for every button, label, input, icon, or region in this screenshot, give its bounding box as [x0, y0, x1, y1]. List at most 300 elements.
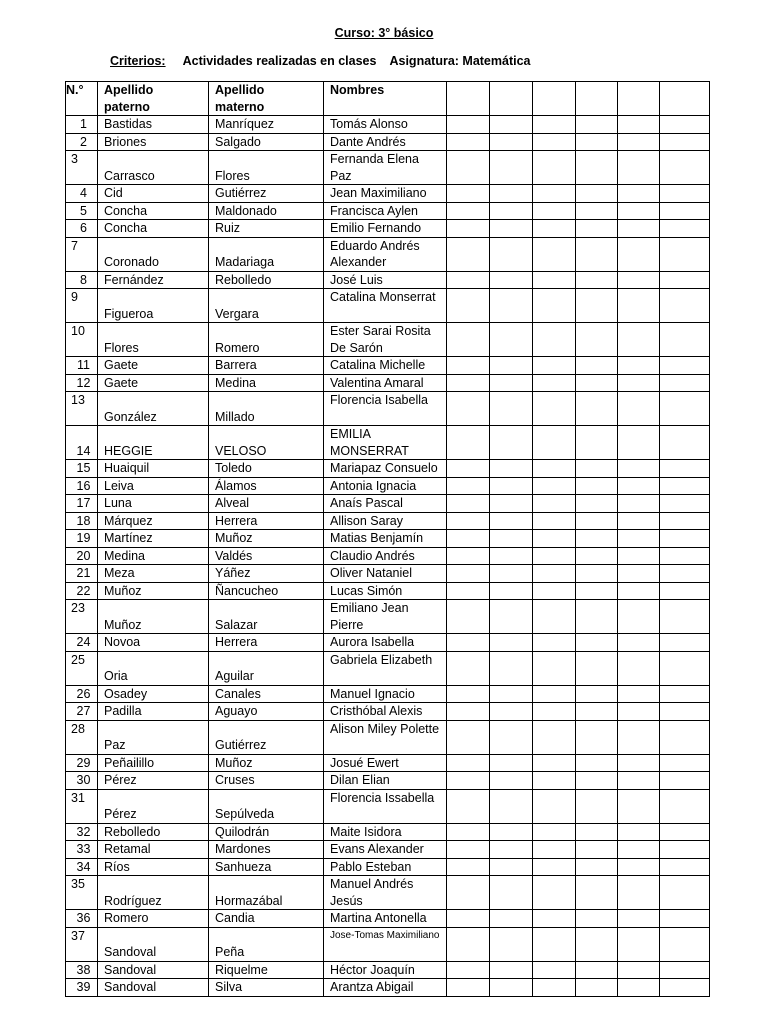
blank-grade-cell[interactable]	[490, 979, 533, 997]
blank-grade-cell[interactable]	[533, 685, 576, 703]
blank-grade-cell[interactable]	[447, 477, 490, 495]
blank-grade-cell[interactable]	[533, 754, 576, 772]
apellido-materno-cell: Flores	[209, 151, 324, 185]
blank-grade-cell[interactable]	[660, 685, 710, 703]
apellido-paterno-cell: Muñoz	[98, 600, 209, 634]
blank-grade-cell[interactable]	[618, 685, 660, 703]
blank-grade-cell[interactable]	[576, 512, 618, 530]
blank-grade-cell[interactable]	[447, 841, 490, 859]
student-number: 29	[66, 754, 98, 772]
blank-grade-cell[interactable]	[660, 426, 710, 460]
blank-grade-cell[interactable]	[533, 651, 576, 685]
blank-grade-cell[interactable]	[660, 754, 710, 772]
blank-grade-cell[interactable]	[618, 565, 660, 583]
nombres-cell: Emilio Fernando	[324, 220, 447, 238]
blank-grade-cell[interactable]	[618, 703, 660, 721]
blank-grade-cell[interactable]	[576, 185, 618, 203]
blank-grade-cell[interactable]	[490, 910, 533, 928]
blank-grade-cell[interactable]	[490, 392, 533, 426]
blank-grade-cell[interactable]	[618, 600, 660, 634]
blank-grade-cell[interactable]	[533, 460, 576, 478]
blank-grade-cell[interactable]	[447, 979, 490, 997]
blank-grade-cell[interactable]	[533, 823, 576, 841]
blank-grade-cell[interactable]	[533, 426, 576, 460]
blank-grade-cell[interactable]	[576, 876, 618, 910]
nombres-cell: Matias Benjamín	[324, 530, 447, 548]
blank-grade-cell[interactable]	[618, 220, 660, 238]
blank-grade-cell[interactable]	[533, 289, 576, 323]
blank-grade-cell[interactable]	[533, 565, 576, 583]
blank-grade-cell[interactable]	[618, 530, 660, 548]
blank-grade-cell[interactable]	[618, 323, 660, 357]
blank-grade-cell[interactable]	[576, 495, 618, 513]
blank-grade-cell[interactable]	[618, 202, 660, 220]
apellido-paterno-cell: Luna	[98, 495, 209, 513]
blank-grade-cell[interactable]	[660, 530, 710, 548]
blank-grade-cell[interactable]	[618, 374, 660, 392]
blank-grade-cell[interactable]	[447, 565, 490, 583]
blank-grade-cell[interactable]	[447, 271, 490, 289]
blank-grade-cell[interactable]	[447, 202, 490, 220]
blank-grade-cell[interactable]	[490, 547, 533, 565]
table-row	[66, 116, 710, 134]
blank-grade-cell[interactable]	[660, 858, 710, 876]
blank-grade-cell[interactable]	[618, 460, 660, 478]
blank-grade-cell[interactable]	[618, 357, 660, 375]
blank-grade-cell[interactable]	[618, 927, 660, 961]
blank-grade-cell[interactable]	[490, 876, 533, 910]
blank-grade-cell[interactable]	[533, 357, 576, 375]
blank-grade-cell[interactable]	[618, 237, 660, 271]
blank-grade-cell[interactable]	[660, 979, 710, 997]
student-number: 31	[66, 789, 98, 823]
blank-grade-cell[interactable]	[533, 720, 576, 754]
blank-grade-cell[interactable]	[490, 961, 533, 979]
blank-grade-cell[interactable]	[660, 202, 710, 220]
blank-grade-cell[interactable]	[660, 547, 710, 565]
blank-grade-cell[interactable]	[618, 772, 660, 790]
blank-grade-cell[interactable]	[660, 271, 710, 289]
apellido-paterno-cell: Bastidas	[98, 116, 209, 134]
blank-grade-cell[interactable]	[533, 772, 576, 790]
blank-grade-cell[interactable]	[660, 600, 710, 634]
nombres-cell: Catalina Michelle	[324, 357, 447, 375]
nombres-cell: Eduardo Andrés Alexander	[324, 237, 447, 271]
blank-grade-cell[interactable]	[447, 703, 490, 721]
blank-grade-cell[interactable]	[576, 582, 618, 600]
blank-grade-cell[interactable]	[576, 271, 618, 289]
blank-grade-cell[interactable]	[447, 823, 490, 841]
blank-grade-cell[interactable]	[576, 357, 618, 375]
blank-grade-cell[interactable]	[660, 772, 710, 790]
apellido-materno-cell: Valdés	[209, 547, 324, 565]
blank-grade-cell[interactable]	[618, 289, 660, 323]
blank-grade-cell[interactable]	[533, 185, 576, 203]
blank-grade-cell[interactable]	[618, 979, 660, 997]
blank-grade-cell[interactable]	[490, 789, 533, 823]
nombres-cell: Gabriela Elizabeth	[324, 651, 447, 685]
blank-grade-cell[interactable]	[533, 927, 576, 961]
apellido-paterno-cell: Briones	[98, 133, 209, 151]
blank-grade-cell[interactable]	[447, 927, 490, 961]
blank-grade-cell[interactable]	[490, 202, 533, 220]
blank-grade-cell[interactable]	[660, 565, 710, 583]
blank-grade-cell[interactable]	[618, 634, 660, 652]
blank-grade-cell[interactable]	[576, 477, 618, 495]
apellido-paterno-cell: Flores	[98, 323, 209, 357]
nombres-cell: Alison Miley Polette	[324, 720, 447, 754]
blank-grade-cell[interactable]	[490, 116, 533, 134]
blank-grade-cell[interactable]	[533, 237, 576, 271]
blank-grade-cell[interactable]	[447, 772, 490, 790]
blank-grade-cell[interactable]	[660, 789, 710, 823]
blank-grade-cell[interactable]	[618, 720, 660, 754]
blank-grade-cell[interactable]	[660, 651, 710, 685]
blank-grade-cell[interactable]	[490, 582, 533, 600]
blank-grade-cell[interactable]	[447, 547, 490, 565]
blank-grade-cell[interactable]	[490, 858, 533, 876]
blank-grade-cell[interactable]	[447, 530, 490, 548]
blank-grade-cell[interactable]	[447, 426, 490, 460]
apellido-materno-cell: Romero	[209, 323, 324, 357]
student-number: 15	[66, 460, 98, 478]
nombres-cell: Jean Maximiliano	[324, 185, 447, 203]
blank-grade-cell[interactable]	[447, 685, 490, 703]
blank-grade-cell[interactable]	[576, 772, 618, 790]
blank-grade-cell[interactable]	[660, 720, 710, 754]
table-row	[66, 495, 710, 513]
apellido-materno-cell: Sanhueza	[209, 858, 324, 876]
table-row	[66, 220, 710, 238]
table-row	[66, 841, 710, 859]
blank-grade-cell[interactable]	[576, 685, 618, 703]
blank-grade-cell[interactable]	[490, 237, 533, 271]
apellido-paterno-cell: Martínez	[98, 530, 209, 548]
blank-grade-cell[interactable]	[533, 600, 576, 634]
blank-grade-cell[interactable]	[533, 634, 576, 652]
blank-grade-cell[interactable]	[447, 634, 490, 652]
blank-grade-cell[interactable]	[490, 271, 533, 289]
blank-grade-cell[interactable]	[533, 116, 576, 134]
table-row	[66, 392, 710, 426]
blank-grade-cell[interactable]	[576, 634, 618, 652]
student-number: 36	[66, 910, 98, 928]
apellido-paterno-cell: Rebolledo	[98, 823, 209, 841]
blank-grade-cell[interactable]	[447, 289, 490, 323]
blank-grade-cell[interactable]	[533, 910, 576, 928]
blank-grade-cell[interactable]	[490, 651, 533, 685]
blank-grade-cell[interactable]	[447, 582, 490, 600]
blank-grade-cell[interactable]	[447, 910, 490, 928]
blank-grade-cell[interactable]	[576, 651, 618, 685]
blank-grade-cell[interactable]	[447, 323, 490, 357]
apellido-materno-cell: Hormazábal	[209, 876, 324, 910]
blank-grade-cell[interactable]	[490, 460, 533, 478]
blank-grade-cell[interactable]	[576, 323, 618, 357]
blank-grade-cell[interactable]	[618, 495, 660, 513]
blank-grade-cell[interactable]	[447, 220, 490, 238]
blank-grade-cell[interactable]	[576, 220, 618, 238]
blank-column-header	[447, 82, 490, 116]
blank-grade-cell[interactable]	[576, 116, 618, 134]
blank-grade-cell[interactable]	[576, 151, 618, 185]
blank-grade-cell[interactable]	[618, 789, 660, 823]
blank-grade-cell[interactable]	[618, 271, 660, 289]
blank-grade-cell[interactable]	[660, 477, 710, 495]
blank-grade-cell[interactable]	[490, 357, 533, 375]
blank-grade-cell[interactable]	[660, 961, 710, 979]
blank-grade-cell[interactable]	[490, 185, 533, 203]
student-number: 19	[66, 530, 98, 548]
blank-grade-cell[interactable]	[447, 133, 490, 151]
table-row	[66, 357, 710, 375]
blank-grade-cell[interactable]	[618, 858, 660, 876]
blank-grade-cell[interactable]	[576, 789, 618, 823]
nombres-cell: Josué Ewert	[324, 754, 447, 772]
nombres-cell: Dante Andrés	[324, 133, 447, 151]
blank-grade-cell[interactable]	[533, 703, 576, 721]
apellido-materno-cell: Gutiérrez	[209, 185, 324, 203]
blank-grade-cell[interactable]	[490, 720, 533, 754]
blank-grade-cell[interactable]	[576, 703, 618, 721]
blank-grade-cell[interactable]	[618, 185, 660, 203]
blank-grade-cell[interactable]	[533, 547, 576, 565]
blank-grade-cell[interactable]	[618, 116, 660, 134]
blank-grade-cell[interactable]	[660, 374, 710, 392]
blank-grade-cell[interactable]	[533, 220, 576, 238]
blank-grade-cell[interactable]	[660, 910, 710, 928]
blank-grade-cell[interactable]	[618, 876, 660, 910]
blank-grade-cell[interactable]	[576, 841, 618, 859]
blank-grade-cell[interactable]	[576, 426, 618, 460]
apellido-paterno-cell: Retamal	[98, 841, 209, 859]
blank-grade-cell[interactable]	[660, 116, 710, 134]
blank-grade-cell[interactable]	[490, 512, 533, 530]
blank-grade-cell[interactable]	[533, 530, 576, 548]
student-number: 34	[66, 858, 98, 876]
blank-grade-cell[interactable]	[447, 754, 490, 772]
blank-grade-cell[interactable]	[533, 512, 576, 530]
apellido-materno-cell: Riquelme	[209, 961, 324, 979]
blank-grade-cell[interactable]	[490, 685, 533, 703]
blank-grade-cell[interactable]	[490, 426, 533, 460]
blank-grade-cell[interactable]	[447, 651, 490, 685]
blank-grade-cell[interactable]	[660, 512, 710, 530]
nombres-cell: Catalina Monserrat	[324, 289, 447, 323]
blank-grade-cell[interactable]	[490, 772, 533, 790]
table-row	[66, 565, 710, 583]
blank-grade-cell[interactable]	[490, 289, 533, 323]
course-title-text: Curso: 3° básico	[334, 26, 434, 40]
blank-grade-cell[interactable]	[533, 151, 576, 185]
blank-grade-cell[interactable]	[660, 133, 710, 151]
blank-grade-cell[interactable]	[447, 357, 490, 375]
blank-grade-cell[interactable]	[660, 876, 710, 910]
blank-grade-cell[interactable]	[533, 582, 576, 600]
blank-grade-cell[interactable]	[490, 374, 533, 392]
blank-grade-cell[interactable]	[576, 202, 618, 220]
blank-grade-cell[interactable]	[576, 565, 618, 583]
table-row	[66, 151, 710, 185]
blank-grade-cell[interactable]	[660, 460, 710, 478]
blank-grade-cell[interactable]	[576, 961, 618, 979]
blank-grade-cell[interactable]	[490, 823, 533, 841]
blank-grade-cell[interactable]	[447, 495, 490, 513]
blank-grade-cell[interactable]	[660, 703, 710, 721]
blank-grade-cell[interactable]	[618, 910, 660, 928]
blank-grade-cell[interactable]	[618, 133, 660, 151]
blank-grade-cell[interactable]	[447, 151, 490, 185]
blank-grade-cell[interactable]	[447, 392, 490, 426]
blank-grade-cell[interactable]	[533, 323, 576, 357]
blank-grade-cell[interactable]	[490, 151, 533, 185]
blank-grade-cell[interactable]	[618, 961, 660, 979]
nombres-cell: Anaís Pascal	[324, 495, 447, 513]
nombres-cell: Lucas Simón	[324, 582, 447, 600]
blank-grade-cell[interactable]	[660, 823, 710, 841]
blank-column-header	[618, 82, 660, 116]
blank-grade-cell[interactable]	[490, 477, 533, 495]
blank-grade-cell[interactable]	[533, 271, 576, 289]
blank-grade-cell[interactable]	[618, 841, 660, 859]
blank-grade-cell[interactable]	[576, 547, 618, 565]
table-row	[66, 323, 710, 357]
blank-grade-cell[interactable]	[618, 392, 660, 426]
blank-grade-cell[interactable]	[490, 754, 533, 772]
blank-grade-cell[interactable]	[618, 754, 660, 772]
blank-grade-cell[interactable]	[576, 289, 618, 323]
blank-grade-cell[interactable]	[576, 237, 618, 271]
blank-grade-cell[interactable]	[490, 495, 533, 513]
blank-grade-cell[interactable]	[576, 392, 618, 426]
nombres-cell: Maite Isidora	[324, 823, 447, 841]
blank-grade-cell[interactable]	[618, 651, 660, 685]
blank-grade-cell[interactable]	[660, 495, 710, 513]
nombres-cell: Jose-Tomas Maximiliano	[324, 927, 447, 961]
blank-grade-cell[interactable]	[533, 979, 576, 997]
blank-grade-cell[interactable]	[533, 961, 576, 979]
apellido-materno-cell: Peña	[209, 927, 324, 961]
blank-grade-cell[interactable]	[533, 495, 576, 513]
blank-grade-cell[interactable]	[660, 392, 710, 426]
blank-grade-cell[interactable]	[660, 151, 710, 185]
blank-grade-cell[interactable]	[618, 823, 660, 841]
blank-grade-cell[interactable]	[490, 600, 533, 634]
blank-grade-cell[interactable]	[533, 477, 576, 495]
blank-grade-cell[interactable]	[576, 720, 618, 754]
blank-grade-cell[interactable]	[533, 392, 576, 426]
student-number: 13	[66, 392, 98, 426]
apellido-paterno-cell: Márquez	[98, 512, 209, 530]
blank-grade-cell[interactable]	[490, 530, 533, 548]
blank-grade-cell[interactable]	[490, 220, 533, 238]
blank-grade-cell[interactable]	[660, 634, 710, 652]
nombres-cell: Antonia Ignacia	[324, 477, 447, 495]
blank-grade-cell[interactable]	[447, 720, 490, 754]
blank-grade-cell[interactable]	[660, 582, 710, 600]
blank-grade-cell[interactable]	[447, 961, 490, 979]
blank-grade-cell[interactable]	[447, 374, 490, 392]
blank-grade-cell[interactable]	[576, 927, 618, 961]
blank-grade-cell[interactable]	[576, 858, 618, 876]
blank-grade-cell[interactable]	[447, 789, 490, 823]
table-body	[66, 116, 710, 997]
blank-grade-cell[interactable]	[533, 202, 576, 220]
blank-grade-cell[interactable]	[447, 512, 490, 530]
apellido-paterno-cell: Coronado	[98, 237, 209, 271]
nombres-cell: Claudio Andrés	[324, 547, 447, 565]
blank-grade-cell[interactable]	[490, 634, 533, 652]
blank-grade-cell[interactable]	[618, 477, 660, 495]
blank-grade-cell[interactable]	[490, 703, 533, 721]
blank-grade-cell[interactable]	[447, 858, 490, 876]
blank-grade-cell[interactable]	[447, 237, 490, 271]
blank-grade-cell[interactable]	[576, 600, 618, 634]
blank-grade-cell[interactable]	[576, 530, 618, 548]
blank-grade-cell[interactable]	[660, 220, 710, 238]
apellido-materno-cell: VELOSO	[209, 426, 324, 460]
blank-grade-cell[interactable]	[533, 133, 576, 151]
blank-grade-cell[interactable]	[618, 151, 660, 185]
blank-grade-cell[interactable]	[533, 876, 576, 910]
blank-grade-cell[interactable]	[490, 133, 533, 151]
blank-grade-cell[interactable]	[660, 357, 710, 375]
blank-grade-cell[interactable]	[576, 979, 618, 997]
student-number: 2	[66, 133, 98, 151]
blank-grade-cell[interactable]	[576, 754, 618, 772]
blank-grade-cell[interactable]	[447, 116, 490, 134]
apellido-materno-cell: Gutiérrez	[209, 720, 324, 754]
blank-grade-cell[interactable]	[660, 185, 710, 203]
apellido-materno-cell: Yáñez	[209, 565, 324, 583]
apellido-paterno-cell: Leiva	[98, 477, 209, 495]
nombres-cell: Mariapaz Consuelo	[324, 460, 447, 478]
apellido-materno-cell: Salgado	[209, 133, 324, 151]
blank-grade-cell[interactable]	[490, 927, 533, 961]
blank-grade-cell[interactable]	[660, 927, 710, 961]
blank-grade-cell[interactable]	[660, 289, 710, 323]
blank-grade-cell[interactable]	[447, 600, 490, 634]
blank-grade-cell[interactable]	[447, 185, 490, 203]
blank-grade-cell[interactable]	[576, 374, 618, 392]
table-row	[66, 133, 710, 151]
blank-grade-cell[interactable]	[618, 582, 660, 600]
blank-grade-cell[interactable]	[576, 910, 618, 928]
blank-grade-cell[interactable]	[576, 133, 618, 151]
blank-grade-cell[interactable]	[490, 841, 533, 859]
blank-grade-cell[interactable]	[533, 374, 576, 392]
blank-grade-cell[interactable]	[660, 323, 710, 357]
apellido-paterno-cell: Muñoz	[98, 582, 209, 600]
blank-grade-cell[interactable]	[618, 512, 660, 530]
blank-grade-cell[interactable]	[447, 876, 490, 910]
blank-grade-cell[interactable]	[576, 823, 618, 841]
nombres-cell: Héctor Joaquín	[324, 961, 447, 979]
blank-grade-cell[interactable]	[533, 789, 576, 823]
blank-grade-cell[interactable]	[576, 460, 618, 478]
table-row	[66, 651, 710, 685]
blank-grade-cell[interactable]	[618, 547, 660, 565]
blank-grade-cell[interactable]	[660, 841, 710, 859]
blank-grade-cell[interactable]	[660, 237, 710, 271]
blank-grade-cell[interactable]	[490, 323, 533, 357]
table-row	[66, 754, 710, 772]
blank-grade-cell[interactable]	[533, 841, 576, 859]
blank-grade-cell[interactable]	[533, 858, 576, 876]
blank-grade-cell[interactable]	[490, 565, 533, 583]
blank-grade-cell[interactable]	[618, 426, 660, 460]
blank-grade-cell[interactable]	[447, 460, 490, 478]
